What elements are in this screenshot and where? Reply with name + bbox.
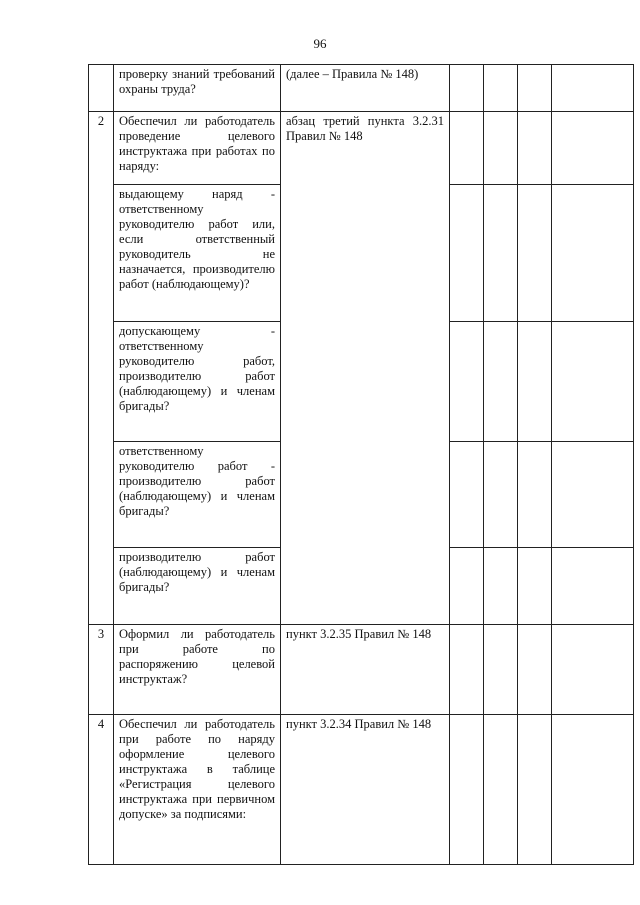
row-number: [89, 65, 114, 112]
comment-cell: [552, 442, 634, 548]
question-cell: производителю работ (наблюдающему) и членам бригады?: [114, 548, 281, 625]
answer-cell: [450, 112, 484, 185]
question-cell: допускающему - ответственному руководителю работ, производителю работ (наблюдающему) и членам бригады?: [114, 322, 281, 442]
answer-cell: [450, 548, 484, 625]
reference-cell: (далее – Правила № 148): [281, 65, 450, 112]
answer-cell: [518, 65, 552, 112]
comment-cell: [552, 65, 634, 112]
comment-cell: [552, 625, 634, 715]
answer-cell: [484, 715, 518, 865]
page-number: 96: [313, 36, 327, 51]
answer-cell: [518, 322, 552, 442]
table-row: [89, 625, 634, 715]
answer-cell: [518, 442, 552, 548]
answer-cell: [518, 548, 552, 625]
answer-cell: [450, 715, 484, 865]
answer-cell: [450, 65, 484, 112]
comment-cell: [552, 548, 634, 625]
answer-cell: [450, 185, 484, 322]
table-row: [89, 715, 634, 865]
answer-cell: [518, 185, 552, 322]
row-number: 2: [89, 112, 114, 625]
answer-cell: [450, 442, 484, 548]
row-number: 4: [89, 715, 114, 865]
answer-cell: [484, 112, 518, 185]
question-cell: Обеспечил ли работодатель при работе по наряду оформление целевого инструктажа в таблице «Регистрация целевого инструктажа при первичном допуске» за подписями:: [114, 715, 281, 865]
reference-cell: абзац третий пункта 3.2.31 Правил № 148: [281, 112, 450, 625]
checklist-table: [88, 64, 634, 865]
comment-cell: [552, 322, 634, 442]
answer-cell: [484, 185, 518, 322]
answer-cell: [484, 442, 518, 548]
table-row: [89, 112, 634, 185]
reference-cell: пункт 3.2.35 Правил № 148: [281, 625, 450, 715]
answer-cell: [450, 625, 484, 715]
answer-cell: [518, 112, 552, 185]
question-cell: Обеспечил ли работодатель проведение целевого инструктажа при работах по наряду:: [114, 112, 281, 185]
answer-cell: [518, 715, 552, 865]
answer-cell: [484, 322, 518, 442]
comment-cell: [552, 185, 634, 322]
table-row: [89, 65, 634, 112]
answer-cell: [484, 65, 518, 112]
question-cell: Оформил ли работодатель при работе по распоряжению целевой инструктаж?: [114, 625, 281, 715]
question-cell: ответственному руководителю работ - производителю работ (наблюдающему) и членам бригады?: [114, 442, 281, 548]
answer-cell: [484, 548, 518, 625]
comment-cell: [552, 112, 634, 185]
comment-cell: [552, 715, 634, 865]
answer-cell: [484, 625, 518, 715]
row-number: 3: [89, 625, 114, 715]
reference-cell: пункт 3.2.34 Правил № 148: [281, 715, 450, 865]
answer-cell: [518, 625, 552, 715]
question-cell: проверку знаний требований охраны труда?: [114, 65, 281, 112]
answer-cell: [450, 322, 484, 442]
question-cell: выдающему наряд - ответственному руководителю работ или, если ответственный руководитель не назначается, производителю работ (наблюдающему)?: [114, 185, 281, 322]
